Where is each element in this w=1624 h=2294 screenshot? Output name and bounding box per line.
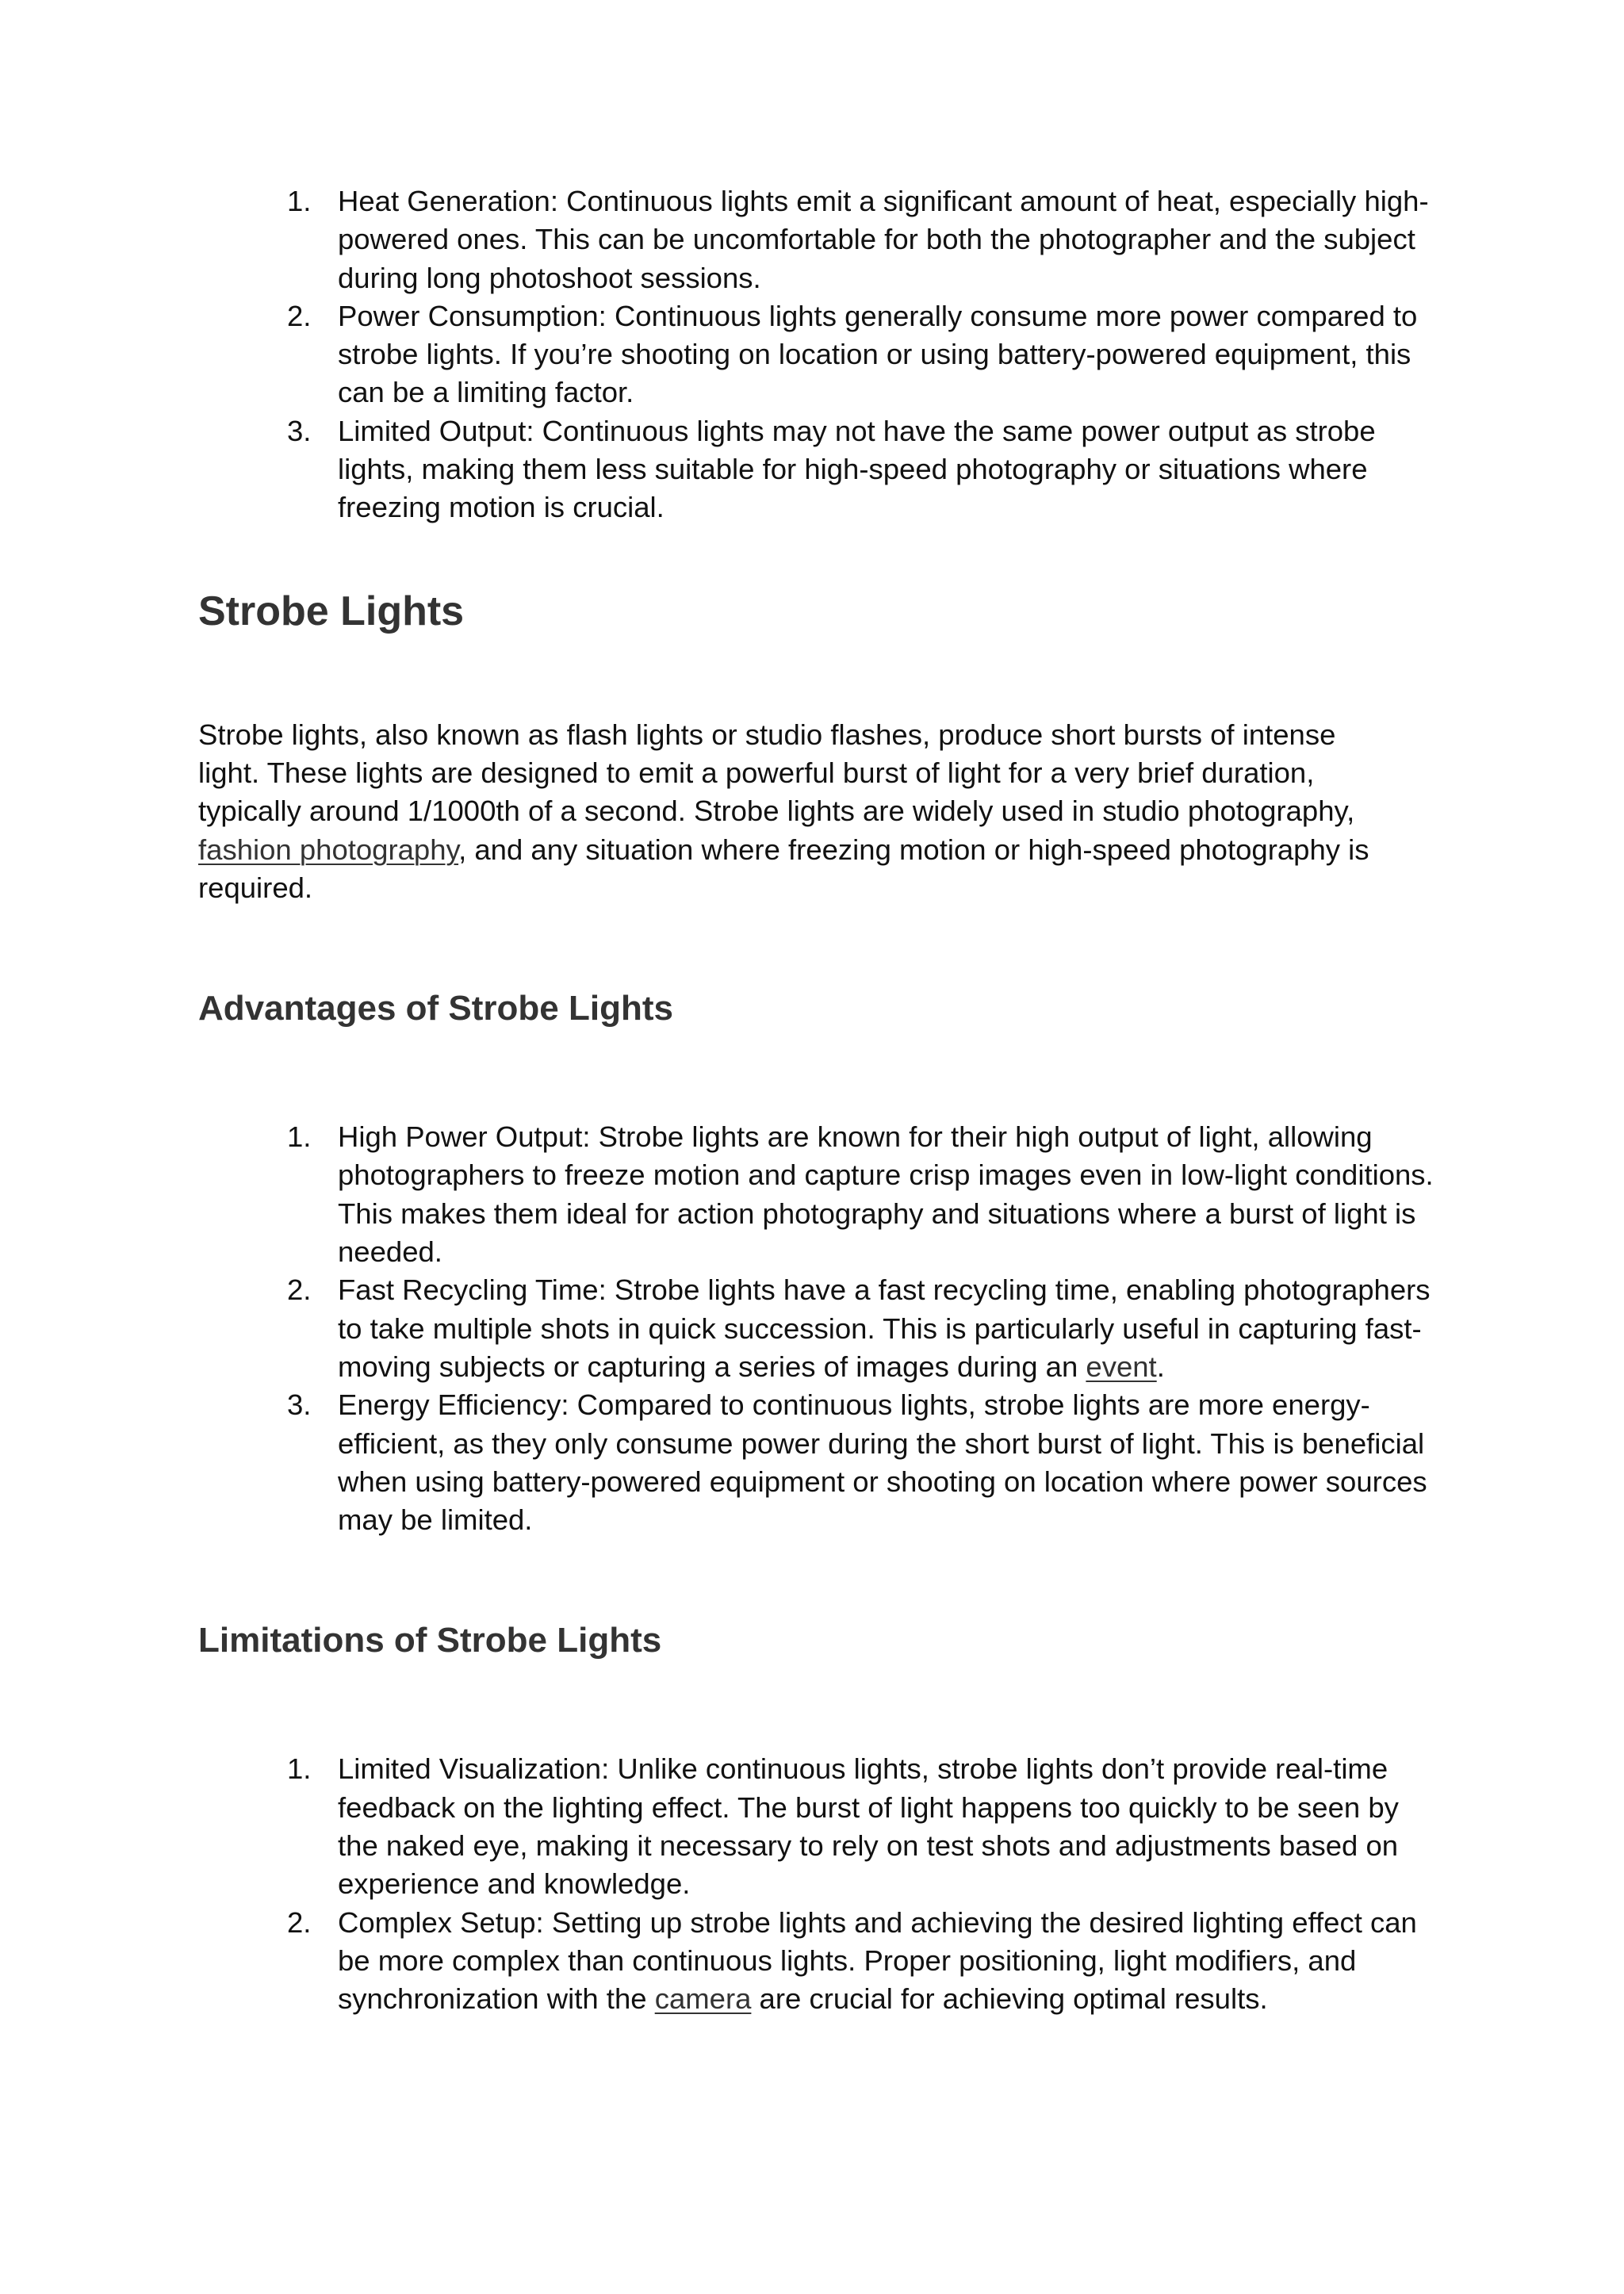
- list-item: [198, 1750, 1443, 1903]
- strobe-intro-paragraph: [198, 716, 1404, 907]
- advantages-heading: Advantages of Strobe Lights: [198, 989, 673, 1028]
- list-item: [198, 1386, 1443, 1539]
- continuous-limitations-list: [198, 182, 1443, 527]
- list-number: 1.: [287, 1752, 312, 1786]
- list-item: [198, 182, 1443, 297]
- document-page: [198, 182, 1443, 2019]
- list-item-text: Complex Setup: Setting up strobe lights and achieving the desired lighting effect can be more complex than continuous lights. Proper positioning, light modifiers, and synchronization with the: [338, 1905, 1417, 2016]
- list-number: 2.: [287, 1273, 312, 1307]
- list-number: 3.: [287, 414, 312, 447]
- list-item-text: High Power Output: Strobe lights are known for their high output of light, allowing photographers to freeze motion and capture crisp images even in low-light conditions. This makes them ideal for action photography and situations where a burst of light is needed.: [338, 1120, 1434, 1269]
- list-number: 2.: [287, 1905, 312, 1939]
- strobe-lights-heading: Strobe Lights: [198, 588, 465, 634]
- list-item: [198, 1904, 1443, 2019]
- list-number: 1.: [287, 185, 312, 217]
- intro-text-end: , and any situation where freezing motion or high-speed photography is required.: [198, 833, 1369, 904]
- list-item-text: Power Consumption: Continuous lights generally consume more power compared to strobe lights. If you’re shooting on location or using battery-powered equipment, this can be a limiting factor.: [338, 299, 1418, 409]
- list-item-text: Fast Recycling Time: Strobe lights have a fast recycling time, enabling photographers to take multiple shots in quick succession. This is particularly useful in capturing fast-moving subjects or capturing a series of images during an: [338, 1273, 1431, 1383]
- list-item-text-end: are crucial for achieving optimal results.: [751, 1982, 1268, 2016]
- list-item-text: Limited Output: Continuous lights may not have the same power output as strobe lights, making them less suitable for high-speed photography or situations where freezing motion is crucial.: [338, 414, 1376, 524]
- fashion-photography-link[interactable]: fashion photography: [198, 833, 459, 866]
- intro-text: Strobe lights, also known as flash lights or studio flashes, produce short bursts of intense light. These lights are designed to emit a powerful burst of light for a very brief duration, typically around 1/1000th of a second. Strobe lights are widely used in studio photography,: [198, 718, 1355, 828]
- list-number: 2.: [287, 299, 312, 332]
- limitations-heading: Limitations of Strobe Lights: [198, 1621, 662, 1660]
- list-item: [198, 1118, 1443, 1271]
- list-item-text: Energy Efficiency: Compared to continuous lights, strobe lights are more energy-efficient, as they only consume power during the short burst of light. This is beneficial when using battery-powered equipment or shooting on location where power sources may be limited.: [338, 1388, 1427, 1537]
- limitations-list: [198, 1750, 1443, 2018]
- event-link[interactable]: event: [1086, 1350, 1157, 1383]
- list-item-text: Limited Visualization: Unlike continuous lights, strobe lights don’t provide real-time feedback on the lighting effect. The burst of light happens too quickly to be seen by the naked eye, making it necessary to rely on test shots and adjustments based on experience and knowledge.: [338, 1752, 1399, 1901]
- list-item: [198, 297, 1443, 412]
- list-item-text-end: .: [1156, 1350, 1165, 1383]
- camera-link[interactable]: camera: [654, 1982, 752, 2016]
- advantages-list: [198, 1118, 1443, 1539]
- list-number: 1.: [287, 1120, 312, 1154]
- list-item-text: Heat Generation: Continuous lights emit a significant amount of heat, especially high-powered ones. This can be uncomfortable for both the photographer and the subject during long photoshoot sessions.: [338, 185, 1429, 294]
- list-number: 3.: [287, 1388, 312, 1422]
- list-item: [198, 1271, 1443, 1386]
- list-item: [198, 412, 1443, 527]
